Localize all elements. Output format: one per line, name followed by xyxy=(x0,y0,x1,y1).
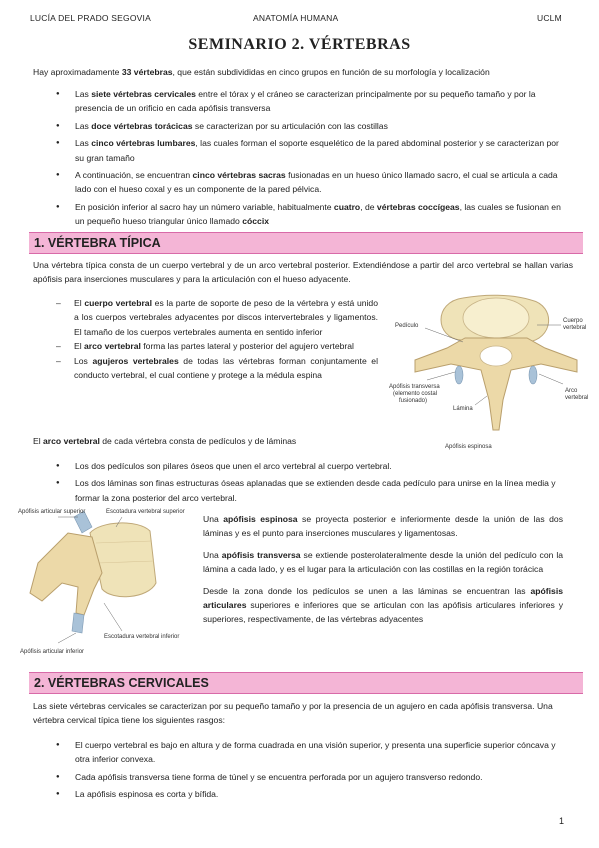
arco-bullet-list xyxy=(38,459,566,505)
section1-intro: Una vértebra típica consta de un cuerpo vertebral y de un arco vertebral posterior. Extendiéndose a partir del arco vertebral se hallan varias apófisis para inserciones musculares y para la articulación con el hueso adyacente. xyxy=(33,260,573,285)
list-item: ● Las doce vértebras torácicas se caracterizan por su articulación con las costillas xyxy=(38,119,566,133)
label-arco-2: vertebral xyxy=(565,395,589,401)
arco-vertebral-line: El arco vertebral de cada vértebra consta de pedículos y de láminas xyxy=(33,436,297,446)
label-pediculo: Pedículo xyxy=(395,323,419,329)
label-transversa-2: (elemento costal xyxy=(393,391,438,397)
label-lamina: Lámina xyxy=(453,406,473,412)
list-item: ● La apófisis espinosa es corta y bífida. xyxy=(38,787,566,801)
label-arco-1: Arco xyxy=(565,388,578,394)
vertebra-superior-view-figure xyxy=(385,290,589,455)
list-item: ● Los dos pedículos son pilares óseos que unen el arco vertebral al cuerpo vertebral. xyxy=(38,459,566,473)
label-transversa-1: Apófisis transversa xyxy=(389,384,440,390)
label-espinosa: Apófisis espinosa xyxy=(445,444,492,450)
label-esc-sup: Escotadura vertebral superior xyxy=(106,509,185,515)
para-articulares: Desde la zona donde los pedículos se unen a las láminas se encuentran las apófisis articulares superiores e inferiores que se articulan con las apófisis articulares inferiores y superiores, respectivamente, de las vértebras adyacentes xyxy=(203,585,563,625)
label-esc-inf: Escotadura vertebral inferior xyxy=(104,634,180,640)
section-heading-vertebra-tipica xyxy=(29,232,583,254)
list-item: ● Las cinco vértebras lumbares, las cuales forman el soporte esquelético de la pared abdominal posterior y se caracterizan por su gran tamaño xyxy=(38,136,566,165)
header-university: UCLM xyxy=(537,13,562,23)
list-item: – Los agujeros vertebrales de todas las vértebras forman conjuntamente el conducto vertebral, el cual contiene y protege a la médula espina xyxy=(52,354,378,383)
list-item: ● El cuerpo vertebral es bajo en altura y de forma cuadrada en una visión superior, y presenta una superficie superior cóncava y otra inferior convexa. xyxy=(38,738,566,767)
section2-intro: Las siete vértebras cervicales se caracterizan por su pequeño tamaño y por la presencia de un agujero en cada apófisis transversa. Una vértebra cervical típica tiene los siguientes rasgos: xyxy=(33,701,553,726)
label-art-inf: Apófisis articular inferior xyxy=(20,649,85,655)
label-transversa-3: fusionado) xyxy=(399,398,428,404)
list-item: ● En posición inferior al sacro hay un número variable, habitualmente cuatro, de vértebras coccígeas, las cuales se fusionan en un pequeño hueso triangular único llamado cóccix xyxy=(38,200,566,229)
vertebra-parts-list xyxy=(52,296,378,382)
header-subject: ANATOMÍA HUMANA xyxy=(253,13,339,23)
label-cuerpo-1: Cuerpo xyxy=(563,318,583,324)
page-number: 1 xyxy=(558,816,564,826)
list-item: ● A continuación, se encuentran cinco vértebras sacras fusionadas en un hueso único llamado sacro, el cual se articula a cada lado con el hueso coxal y es un componente de la pared pélvica. xyxy=(38,168,566,197)
para-transversa: Una apófisis transversa se extiende posterolateralmente desde la unión del pedículo con la lámina a cada lado, y es el lugar para la articulación con las costillas en la región torácica xyxy=(203,549,564,575)
list-item: ● Las siete vértebras cervicales entre el tórax y el cráneo se caracterizan principalmente por su pequeño tamaño y por la presencia de un orificio en cada apófisis transversa xyxy=(38,87,566,116)
section-heading-vertebras-cervicales xyxy=(29,672,583,694)
header-author: LUCÍA DEL PRADO SEGOVIA xyxy=(30,13,151,23)
apofisis-paragraphs xyxy=(203,512,563,627)
intro-paragraph: Hay aproximadamente 33 vértebras, que están subdivididas en cinco grupos en función de su morfología y localización xyxy=(33,67,490,77)
label-cuerpo-2: vertebral xyxy=(563,325,587,331)
para-espinosa: Una apófisis espinosa se proyecta posterior e inferiormente desde la unión de las dos láminas y es el punto para inserciones musculares y ligamentosas. xyxy=(203,514,563,539)
list-item: ● Cada apófisis transversa tiene forma de túnel y se encuentra perforada por un agujero transverso redondo. xyxy=(38,770,566,784)
list-item: – El arco vertebral forma las partes lateral y posterior del agujero vertebral xyxy=(52,339,378,353)
section-heading-text: 2. VÉRTEBRAS CERVICALES xyxy=(34,676,209,690)
label-art-sup: Apófisis articular superior xyxy=(18,509,86,515)
cervical-bullet-list xyxy=(38,738,566,802)
list-item: ● Los dos láminas son finas estructuras óseas aplanadas que se extienden desde cada pedículo para unirse en la línea media y formar la zona posterior del arco vertebral. xyxy=(38,476,566,505)
intro-bullet-list xyxy=(38,87,566,229)
section-heading-text: 1. VÉRTEBRA TÍPICA xyxy=(34,236,161,250)
page-title: SEMINARIO 2. VÉRTEBRAS xyxy=(188,36,411,53)
list-item: – El cuerpo vertebral es la parte de soporte de peso de la vértebra y está unido a los cuerpos vertebrales adyacentes por discos intervertebrales y ligamentos. El tamaño de los cuerpos vertebrales aumenta en sentido inferior xyxy=(52,296,378,339)
vertebra-lateral-view-figure xyxy=(18,503,198,663)
